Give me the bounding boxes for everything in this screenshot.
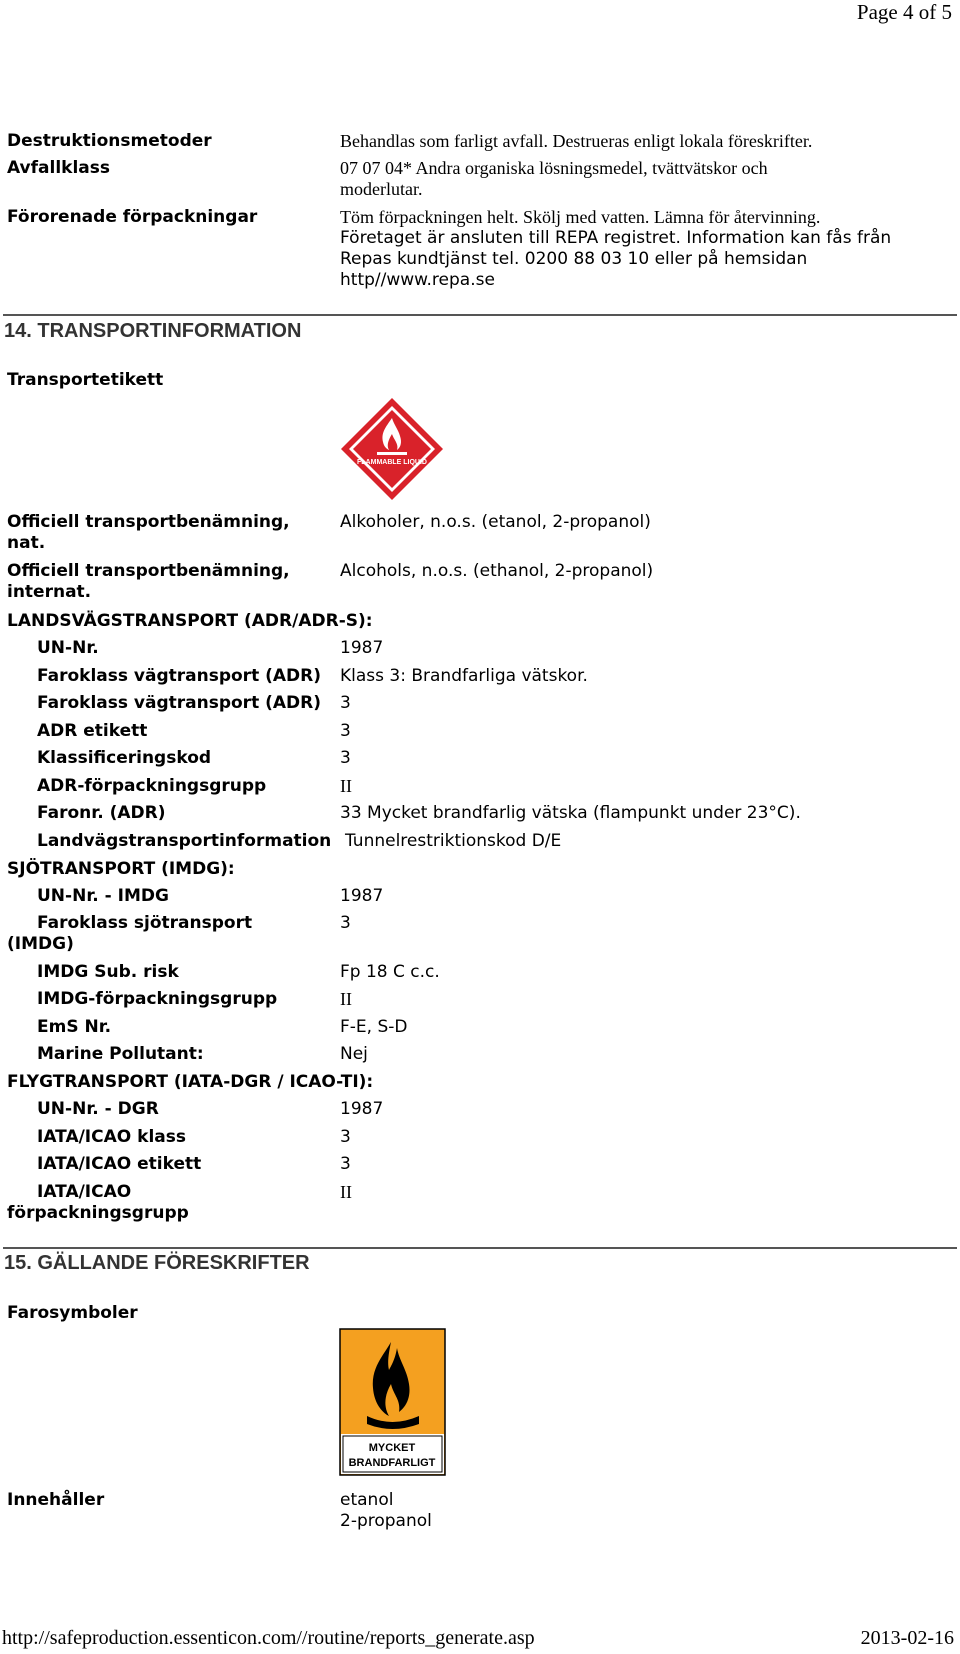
highly-flammable-symbol-icon: [339, 1328, 446, 1476]
disposal-value-waste-class-2: moderlutar.: [340, 179, 423, 199]
disposal-value-waste-class-1: 07 07 04* Andra organiska lösningsmedel, tvättvätskor och: [340, 158, 768, 178]
air-un-value: 1987: [340, 1099, 384, 1119]
official-name-nat-label-1: Officiell transportbenämning,: [7, 512, 290, 532]
air-pg-label-1: IATA/ICAO: [37, 1182, 132, 1202]
disposal-value-destruction: Behandlas som farligt avfall. Destrueras enligt lokala föreskrifter.: [340, 131, 813, 151]
road-tunnel-value: Tunnelrestriktionskod D/E: [345, 831, 562, 851]
road-pg-value: II: [340, 776, 352, 796]
hazard-symbol-text-2: BRANDFARLIGT: [348, 1457, 436, 1469]
official-name-int-label-1: Officiell transportbenämning,: [7, 561, 290, 581]
contains-label: Innehåller: [7, 1490, 105, 1510]
footer-date: 2013-02-16: [860, 1627, 954, 1649]
official-name-int-label-2: internat.: [7, 582, 92, 602]
sea-subrisk-value: Fp 18 C c.c.: [340, 962, 440, 982]
disposal-label-packaging: Förorenade förpackningar: [7, 207, 258, 227]
disposal-value-packaging-2: Företaget är ansluten till REPA registret. Information kan fås från: [340, 228, 892, 248]
section-15-title: 15. GÄLLANDE FÖRESKRIFTER: [4, 1252, 310, 1274]
official-name-nat-value: Alkoholer, n.o.s. (etanol, 2-propanol): [340, 512, 651, 532]
air-label-label: IATA/ICAO etikett: [37, 1154, 202, 1174]
sea-marine-label: Marine Pollutant:: [37, 1044, 204, 1064]
road-heading: LANDSVÄGSTRANSPORT (ADR/ADR-S):: [7, 611, 373, 631]
contains-item-1: etanol: [340, 1490, 394, 1510]
road-hazno-value: 33 Mycket brandfarlig vätska (flampunkt under 23°C).: [340, 803, 801, 823]
disposal-value-packaging-1: Töm förpackningen helt. Skölj med vatten. Lämna för återvinning.: [340, 207, 821, 227]
transport-label-heading: Transportetikett: [7, 370, 164, 390]
disposal-label-waste-class: Avfallklass: [7, 158, 110, 178]
sea-class-label-2: (IMDG): [7, 934, 74, 954]
footer-url: http://safeproduction.essenticon.com//routine/reports_generate.asp: [2, 1627, 535, 1649]
section-15-rule: [3, 1247, 957, 1249]
road-class-label: Faroklass vägtransport (ADR): [37, 666, 322, 686]
section-14-rule: [3, 314, 957, 316]
road-pg-label: ADR-förpackningsgrupp: [37, 776, 267, 796]
road-hazno-label: Faronr. (ADR): [37, 803, 166, 823]
sea-un-value: 1987: [340, 886, 384, 906]
road-class-value: Klass 3: Brandfarliga vätskor.: [340, 666, 588, 686]
sea-pg-value: II: [340, 989, 352, 1009]
road-class2-label: Faroklass vägtransport (ADR): [37, 693, 322, 713]
road-code-value: 3: [340, 748, 351, 768]
air-un-label: UN-Nr. - DGR: [37, 1099, 159, 1119]
sea-pg-label: IMDG-förpackningsgrupp: [37, 989, 278, 1009]
air-pg-label-2: förpackningsgrupp: [7, 1203, 189, 1223]
road-class2-value: 3: [340, 693, 351, 713]
sea-marine-value: Nej: [340, 1044, 368, 1064]
disposal-value-packaging-4: http//www.repa.se: [340, 270, 495, 290]
flammable-liquid-icon: [339, 396, 445, 502]
road-adr-label-value: 3: [340, 721, 351, 741]
official-name-nat-label-2: nat.: [7, 533, 46, 553]
sea-ems-label: EmS Nr.: [37, 1017, 112, 1037]
sea-class-label-1: Faroklass sjötransport: [37, 913, 253, 933]
sea-subrisk-label: IMDG Sub. risk: [37, 962, 179, 982]
sea-ems-value: F-E, S-D: [340, 1017, 408, 1037]
hazard-symbols-heading: Farosymboler: [7, 1303, 138, 1323]
road-un-value: 1987: [340, 638, 384, 658]
road-tunnel-label: Landvägstransportinformation: [37, 831, 332, 851]
air-heading: FLYGTRANSPORT (IATA-DGR / ICAO-TI):: [7, 1072, 374, 1092]
section-14-title: 14. TRANSPORTINFORMATION: [4, 320, 302, 342]
sea-un-label: UN-Nr. - IMDG: [37, 886, 169, 906]
page-number: Page 4 of 5: [856, 0, 952, 24]
air-class-value: 3: [340, 1127, 351, 1147]
road-adr-label-label: ADR etikett: [37, 721, 148, 741]
official-name-int-value: Alcohols, n.o.s. (ethanol, 2-propanol): [340, 561, 654, 581]
road-un-label: UN-Nr.: [37, 638, 99, 658]
disposal-value-packaging-3: Repas kundtjänst tel. 0200 88 03 10 eller på hemsidan: [340, 249, 808, 269]
flammable-liquid-text: FLAMMABLE LIQUID: [357, 459, 427, 466]
air-label-value: 3: [340, 1154, 351, 1174]
disposal-label-destruction: Destruktionsmetoder: [7, 131, 212, 151]
sea-class-value: 3: [340, 913, 351, 933]
hazard-symbol-text-1: MYCKET: [368, 1442, 416, 1454]
contains-item-2: 2-propanol: [340, 1511, 432, 1531]
air-pg-value: II: [340, 1182, 352, 1202]
air-class-label: IATA/ICAO klass: [37, 1127, 186, 1147]
sea-heading: SJÖTRANSPORT (IMDG):: [7, 859, 235, 879]
road-code-label: Klassificeringskod: [37, 748, 212, 768]
